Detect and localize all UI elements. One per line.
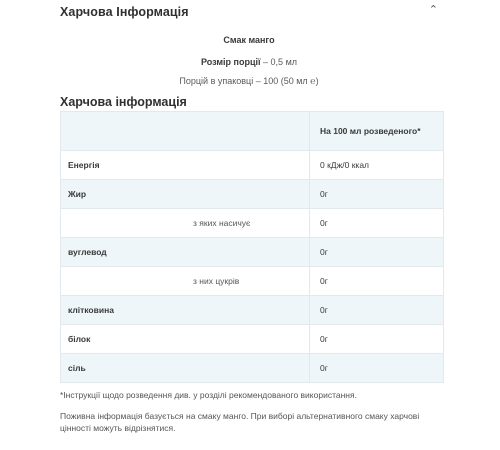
- sub-nutrient-name: з них цукрів: [193, 276, 240, 286]
- row-label: [61, 354, 310, 383]
- nutrient-name: Енергія: [68, 160, 100, 170]
- row-value: 0г: [310, 296, 444, 325]
- row-label: [61, 325, 310, 354]
- table-row: [61, 209, 444, 238]
- row-label: [61, 180, 310, 209]
- header-cell-nutrient: [61, 112, 310, 151]
- nutrition-panel: [50, 0, 448, 450]
- row-value: 0г: [310, 354, 444, 383]
- servings-per-pack: Порцій в упаковці – 100 (50 мл ℮): [179, 76, 319, 86]
- row-label: [61, 267, 310, 296]
- row-value: 0г: [310, 325, 444, 354]
- serving-size-value: – 0,5 мл: [260, 57, 298, 67]
- section-title: Харчова інформація: [60, 95, 187, 109]
- row-label: [61, 238, 310, 267]
- chevron-up-icon[interactable]: ⌃: [428, 4, 438, 16]
- dilution-note: *Інструкції щодо розведення див. у розділі рекомендованого використання.: [60, 390, 357, 400]
- accordion-title: Харчова Інформація: [60, 5, 189, 19]
- nutrient-name: сіль: [68, 363, 86, 373]
- table-row: [61, 180, 444, 209]
- nutrient-name: клітковина: [68, 305, 114, 315]
- row-value: 0г: [310, 180, 444, 209]
- table-row: [61, 354, 444, 383]
- nutrient-name: білок: [68, 334, 91, 344]
- table-row: [61, 238, 444, 267]
- row-value: 0г: [310, 238, 444, 267]
- row-label: [61, 209, 310, 238]
- table-row: [61, 267, 444, 296]
- header-cell-per-100ml: На 100 мл розведеного*: [310, 112, 444, 151]
- table-header-row: [61, 112, 444, 151]
- serving-size: [50, 57, 448, 67]
- accordion-header[interactable]: [50, 0, 448, 26]
- nutrition-table: [60, 111, 444, 383]
- row-value: 0г: [310, 209, 444, 238]
- flavor-info-note: Поживна інформація базується на смаку манго. При виборі альтернативного смаку харчові цінності можуть відрізнятися.: [60, 411, 420, 433]
- row-label: [61, 151, 310, 180]
- table-row: [61, 296, 444, 325]
- table-row: [61, 151, 444, 180]
- sub-nutrient-name: з яких насичує: [193, 218, 251, 228]
- nutrient-name: Жир: [68, 189, 87, 199]
- row-label: [61, 296, 310, 325]
- flavor-label: Смак манго: [223, 35, 275, 45]
- row-value: 0г: [310, 267, 444, 296]
- table-row: [61, 325, 444, 354]
- serving-size-label: Розмір порції: [200, 57, 261, 67]
- nutrient-name: вуглевод: [68, 247, 107, 257]
- row-value: 0 кДж/0 ккал: [310, 151, 444, 180]
